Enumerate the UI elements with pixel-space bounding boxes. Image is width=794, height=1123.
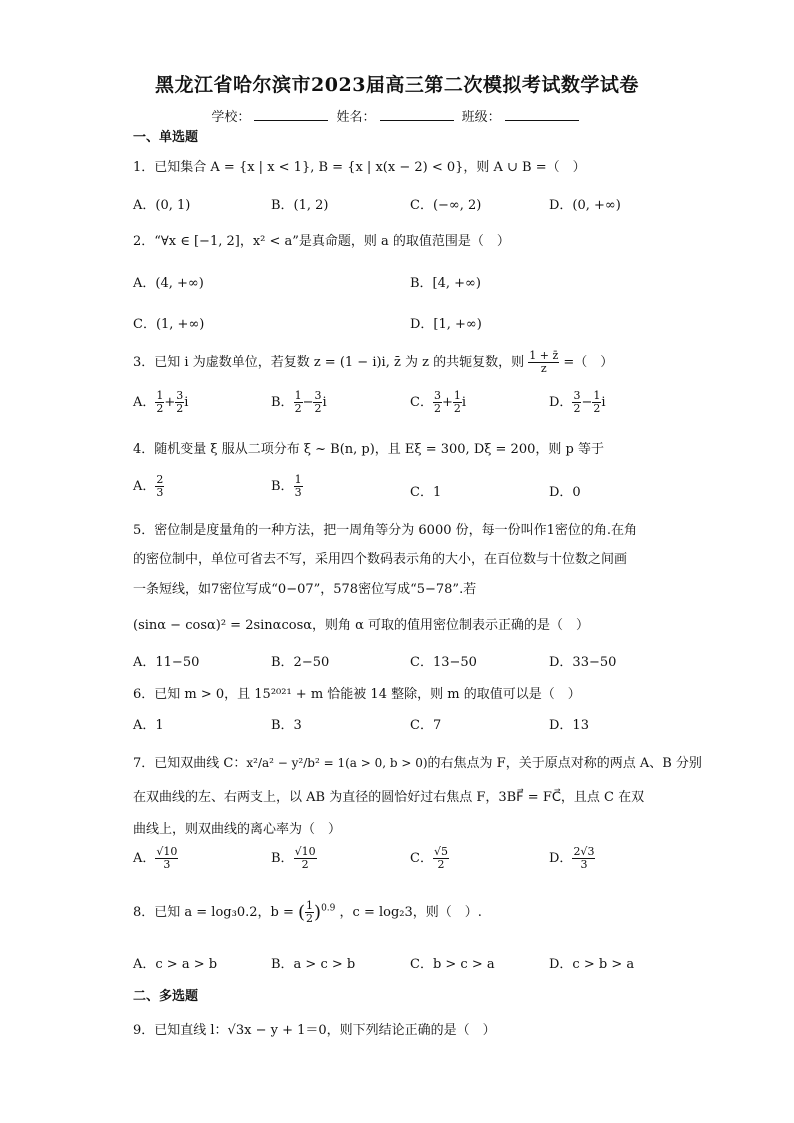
q7-option-c[interactable]: C． $\frac{√5}{2}$ — [410, 845, 448, 871]
school-label: 学校： — [211, 110, 251, 125]
q4-option-d[interactable]: D．0 — [549, 485, 581, 500]
section-single-choice: 一、单选题 — [133, 130, 199, 145]
q1-option-b[interactable]: B．(1, 2) — [271, 198, 329, 213]
q7-line-2: 在双曲线的左、右两支上，以 AB 为直径的圆恰好过右焦点 F，3BF⃗ = FC⃗，且点 C 在双 — [133, 790, 645, 805]
q5-option-b[interactable]: B．2−50 — [271, 655, 330, 670]
q3-stem-end: =（ ） — [563, 355, 614, 370]
q7-intro: 7．已知双曲线 C： — [133, 756, 247, 771]
q7-option-a[interactable]: A． $\frac{√10}{3}$ — [133, 845, 178, 871]
q3-option-a[interactable]: A． $\frac{1}{2}$ + $\frac{3}{2}$ i — [133, 389, 189, 415]
student-info — [0, 106, 794, 125]
q4-option-b[interactable]: B． $\frac{1}{3}$ — [271, 473, 302, 499]
q3-stem-fraction — [528, 350, 559, 375]
q5-line-3: 一条短线，如7密位写成“0−07”，578密位写成“5−78”.若 — [133, 582, 477, 597]
q6-option-d[interactable]: D．13 — [549, 718, 589, 733]
name-label: 姓名： — [336, 110, 376, 125]
q2-stem: 2．“∀x ∈ [−1, 2]，x² < a”是真命题，则 a 的取值范围是（ ） — [133, 234, 510, 249]
q7-intro-end: 的右焦点为 F，关于原点对称的两点 A、B 分别 — [427, 756, 702, 771]
q8-stem-text: 8．已知 a = log₃0.2，b = — [133, 905, 294, 920]
q3-option-d[interactable]: D． $\frac{3}{2}$ − $\frac{1}{2}$ i — [549, 389, 606, 415]
q5-line-1: 5．密位制是度量角的一种方法，把一周角等分为 6000 份，每一份叫作1密位的角.在角 — [133, 523, 638, 538]
q8-option-d[interactable]: D．c > b > a — [549, 957, 635, 972]
q1-option-a[interactable]: A．(0, 1) — [133, 198, 191, 213]
q2-option-c[interactable]: C．(1, +∞) — [133, 317, 205, 332]
q8-option-a[interactable]: A．c > a > b — [133, 957, 218, 972]
q3-stem-text: 3．已知 i 为虚数单位，若复数 z = (1 − i)i, z̄ 为 z 的共轭复数，则 — [133, 355, 525, 370]
q3-frac-den: z — [540, 362, 547, 375]
q3-option-b[interactable]: B． $\frac{1}{2}$ − $\frac{3}{2}$ i — [271, 389, 327, 415]
q6-option-b[interactable]: B．3 — [271, 718, 302, 733]
q3-option-c[interactable]: C． $\frac{3}{2}$ + $\frac{1}{2}$ i — [410, 389, 467, 415]
q6-stem: 6．已知 m > 0，且 15²⁰²¹ + m 恰能被 14 整除，则 m 的取值可以是（ ） — [133, 687, 581, 702]
q7-line-3: 曲线上，则双曲线的离心率为（ ） — [133, 822, 342, 837]
q5-option-c[interactable]: C．13−50 — [410, 655, 477, 670]
q7-equation: x²/a² − y²/b² = 1(a > 0, b > 0) — [246, 756, 428, 770]
q6-option-a[interactable]: A．1 — [133, 718, 164, 733]
q3-frac-num: 1 + z̄ — [529, 349, 559, 362]
q2-option-a[interactable]: A．(4, +∞) — [133, 276, 204, 291]
q4-option-c[interactable]: C．1 — [410, 485, 442, 500]
q8-stem-end: ，c = log₂3，则（ ）. — [339, 905, 482, 920]
q8-option-b[interactable]: B．a > c > b — [271, 957, 356, 972]
name-blank[interactable] — [380, 109, 454, 121]
q5-option-a[interactable]: A．11−50 — [133, 655, 200, 670]
page-title: 黑龙江省哈尔滨市2023届高三第二次模拟考试数学试卷 — [155, 74, 639, 96]
q9-stem: 9．已知直线 l：√3x − y + 1＝0，则下列结论正确的是（ ） — [133, 1023, 496, 1038]
q7-option-b[interactable]: B． $\frac{√10}{2}$ — [271, 845, 316, 871]
q3-stem — [133, 350, 613, 375]
q7-line-1 — [133, 752, 702, 771]
q5-line-2: 的密位制中，单位可省去不写，采用四个数码表示角的大小，在百位数与十位数之间画 — [133, 552, 628, 567]
q7-option-d[interactable]: D． $\frac{2√3}{3}$ — [549, 845, 595, 871]
q6-option-c[interactable]: C．7 — [410, 718, 442, 733]
q4-stem: 4．随机变量 ξ 服从二项分布 ξ ~ B(n, p)，且 Eξ = 300, Dξ = 200，则 p 等于 — [133, 442, 604, 457]
q8-exponent: 0.9 — [321, 903, 336, 914]
q8-stem: 8．已知 a = log₃0.2，b = ( $\frac{1}{2}$ )$^{0.9}$ ，c = log₂3，则（ ）. — [133, 899, 482, 925]
class-blank[interactable] — [505, 109, 579, 121]
q1-stem: 1．已知集合 A = {x | x < 1}, B = {x | x(x − 2) < 0}，则 A ∪ B =（ ） — [133, 160, 586, 175]
class-label: 班级： — [461, 110, 501, 125]
q2-option-d[interactable]: D．[1, +∞) — [410, 317, 482, 332]
q1-option-c[interactable]: C．(−∞, 2) — [410, 198, 482, 213]
q5-line-4: (sinα − cosα)² = 2sinαcosα，则角 α 可取的值用密位制表示正确的是（ ） — [133, 618, 590, 633]
q2-option-b[interactable]: B．[4, +∞) — [410, 276, 481, 291]
q5-option-d[interactable]: D．33−50 — [549, 655, 617, 670]
q8-option-c[interactable]: C．b > c > a — [410, 957, 495, 972]
section-multi-choice: 二、多选题 — [133, 989, 199, 1004]
school-blank[interactable] — [254, 109, 328, 121]
q4-option-a[interactable]: A． $\frac{2}{3}$ — [133, 473, 164, 499]
q1-option-d[interactable]: D．(0, +∞) — [549, 198, 621, 213]
